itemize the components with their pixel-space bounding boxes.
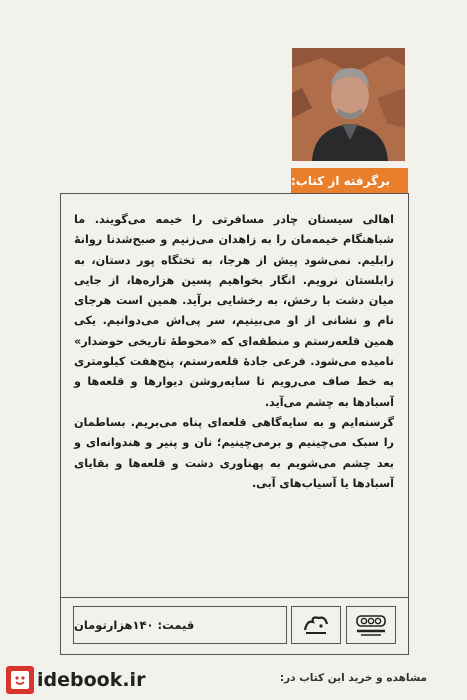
site-name: idebook.ir [37, 669, 146, 691]
excerpt-paragraph: گرسنه‌ایم و به سایه‌گاهی قلعه‌ای پناه می‌بریم. بساطمان را سبک می‌چینیم و برمی‌چینیم؛ نان و پنیر و هندوانه‌ای و بعد چشم می‌شویم به پهناوری دشت و قلعه‌ها و بقایای آسبادها یا آسیاب‌های آبی. [74, 415, 394, 490]
excerpt-text [74, 210, 394, 494]
publisher-logo-icon [353, 612, 389, 638]
footer-caption: مشاهده و خرید این کتاب در: [279, 672, 427, 684]
smiley-book-icon [6, 666, 34, 694]
publisher-logo-cell [346, 606, 396, 644]
imprint-logo-icon [301, 612, 331, 638]
excerpt-label: برگرفته از کتاب: [291, 168, 408, 194]
author-portrait-image [292, 48, 405, 161]
site-logo[interactable] [6, 664, 145, 696]
author-photo [292, 48, 405, 161]
imprint-logo-cell [291, 606, 341, 644]
price-label: قیمت: ۱۴۰هزارتومان [73, 606, 287, 644]
excerpt-paragraph: اهالی سیستان چادر مسافرتی را خیمه می‌گویند. ما شباهنگام خیمه‌مان را به زاهدان می‌زنیم و صبح‌شدنا روانهٔ زابلیم. نمی‌شود پیش از هرجا، به تختگاه پور دستان، به زابلستان نرویم. انگار بخواهیم پسین هزاره‌ها، از جایی میان دشت با رخش، به رخشایی برآید. همین است هرجای نام و نشانی از او می‌بینیم، سر پی‌اش می‌دوانیم. یکی همین قلعه‌رستم و منطقه‌ای که «محوطهٔ تاریخی حوضدار» نامیده می‌شود. فرعی جادهٔ قلعه‌رستم، پنج‌هفت کیلومتری به خط صاف می‌رویم تا سایه‌روشن دیوارها و قلعه‌ها و آسبادها به چشم می‌آید. [74, 213, 394, 409]
